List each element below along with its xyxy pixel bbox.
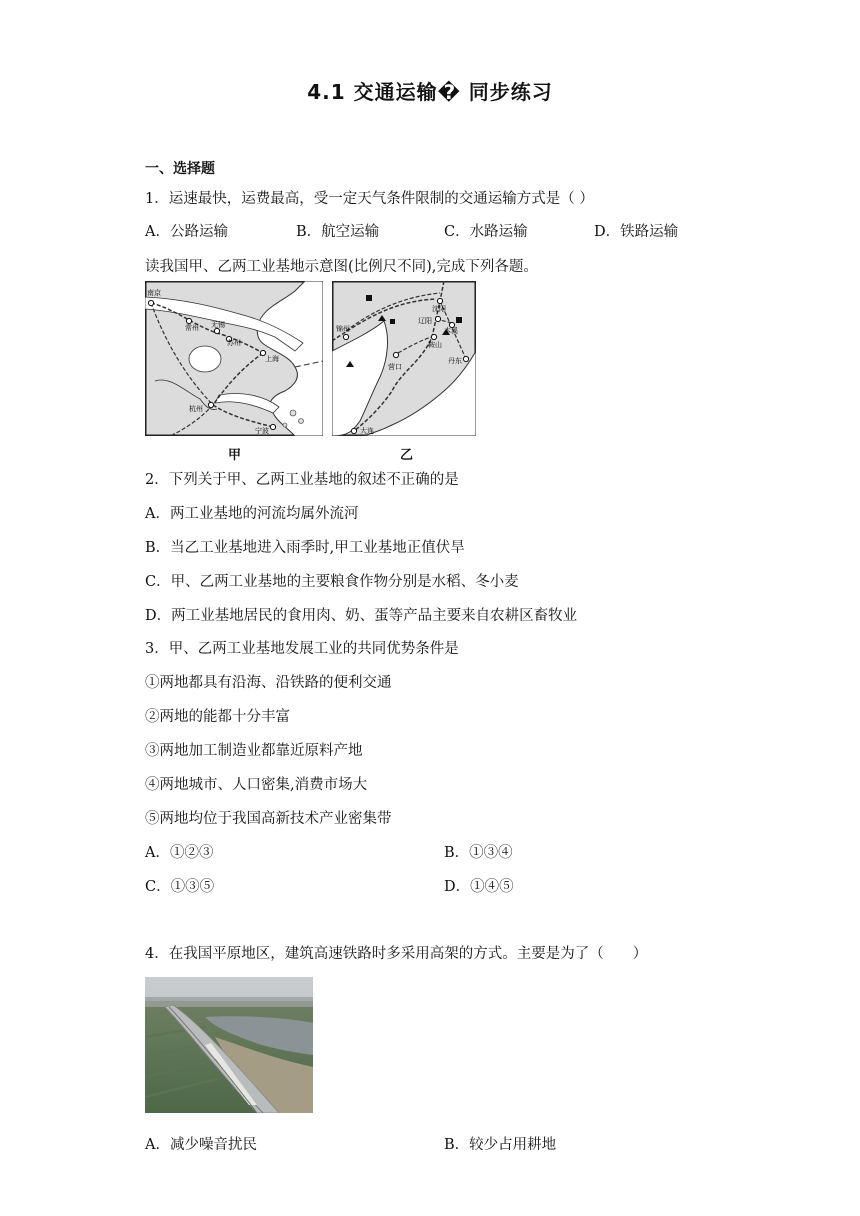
q2-option-b: B．当乙工业基地进入雨季时,甲工业基地正值伏旱 <box>145 540 465 556</box>
city-label: 锦州 <box>336 325 350 333</box>
question-4-stem: 4．在我国平原地区，建筑高速铁路时多采用高架的方式。主要是为了（ ） <box>145 946 648 962</box>
q4-option-a: A．减少噪音扰民 <box>145 1137 257 1153</box>
q2-option-a: A．两工业基地的河流均属外流河 <box>145 506 359 522</box>
q1-option-d: D．铁路运输 <box>594 224 679 240</box>
city-label: 丹东 <box>448 357 462 365</box>
map-yi-caption: 乙 <box>400 448 414 463</box>
q4-option-b: B．较少占用耕地 <box>444 1137 557 1153</box>
q1-option-b: B．航空运输 <box>296 224 380 240</box>
page-title: 4.1 交通运输� 同步练习 <box>307 80 553 104</box>
map-yi-drawing <box>332 281 476 436</box>
question-1-stem: 1．运速最快，运费最高，受一定天气条件限制的交通运输方式是（ ） <box>145 191 594 207</box>
question-2-stem: 2．下列关于甲、乙两工业基地的叙述不正确的是 <box>145 472 459 488</box>
city-label: 鞍山 <box>428 341 442 349</box>
map-jia-drawing <box>145 281 323 436</box>
q3-option-a: A．①②③ <box>145 845 214 861</box>
city-label: 上海 <box>265 355 279 363</box>
q2-option-d: D．两工业基地居民的食用肉、奶、蛋等产品主要来自农耕区畜牧业 <box>145 608 578 624</box>
city-label: 无锡 <box>211 321 225 329</box>
q3-option-b: B．①③④ <box>444 845 513 861</box>
q3-option-c: C．①③⑤ <box>145 879 215 895</box>
city-label: 南京 <box>147 289 161 297</box>
q3-item: ②两地的能都十分丰富 <box>145 709 290 725</box>
q3-option-d: D．①④⑤ <box>444 879 514 895</box>
city-label: 杭州 <box>189 405 203 413</box>
city-label: 沈阳 <box>432 305 446 313</box>
elevated-railway-image <box>145 977 313 1113</box>
section-heading: 一、选择题 <box>145 161 215 177</box>
q2-option-c: C．甲、乙两工业基地的主要粮食作物分别是水稻、冬小麦 <box>145 574 519 590</box>
city-label: 营口 <box>388 363 402 371</box>
map-intro: 读我国甲、乙两工业基地示意图(比例尺不同),完成下列各题。 <box>145 259 538 275</box>
map-jia-caption: 甲 <box>228 448 242 463</box>
map-jia <box>145 281 323 436</box>
city-label: 宁波 <box>255 427 269 435</box>
city-label: 本溪 <box>444 327 458 335</box>
q1-option-a: A．公路运输 <box>145 224 228 240</box>
elevated-railway-photo <box>145 977 313 1113</box>
question-3-stem: 3．甲、乙两工业基地发展工业的共同优势条件是 <box>145 641 459 657</box>
q3-item: ①两地都具有沿海、沿铁路的便利交通 <box>145 675 392 691</box>
city-label: 大连 <box>360 427 374 435</box>
map-yi <box>332 281 476 436</box>
q1-option-c: C．水路运输 <box>444 224 528 240</box>
q3-item: ⑤两地均位于我国高新技术产业密集带 <box>145 811 392 827</box>
city-label: 常州 <box>185 324 199 332</box>
city-label: 辽阳 <box>418 317 432 325</box>
city-label: 苏州 <box>227 339 241 347</box>
q3-item: ④两地城市、人口密集,消费市场大 <box>145 777 368 793</box>
q3-item: ③两地加工制造业都靠近原料产地 <box>145 743 363 759</box>
